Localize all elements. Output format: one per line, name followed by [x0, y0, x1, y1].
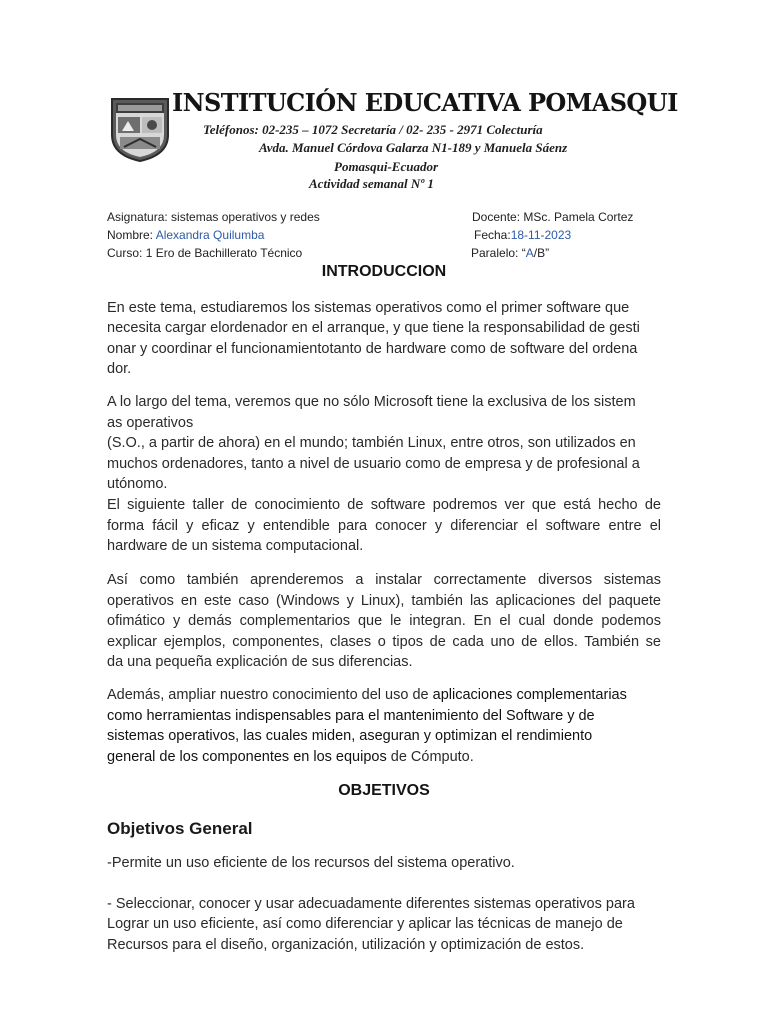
intro-heading: INTRODUCCION [321, 263, 447, 280]
city-line: Pomasqui-Ecuador [334, 159, 439, 174]
activity-line: Actividad semanal Nº 1 [309, 176, 434, 191]
intro-p5-text: Además, ampliar nuestro conocimiento del uso de [107, 687, 433, 703]
address-line: Avda. Manuel Córdova Galarza N1-189 y Manuela Sáenz [259, 140, 568, 155]
objective-item: -Permite un uso eficiente de los recursos del sistema operativo. [107, 855, 515, 871]
general-objectives-heading: Objetivos General [107, 819, 253, 838]
date-label: Fecha: [474, 228, 511, 242]
institution-title: INSTITUCIÓN EDUCATIVA POMASQUI [172, 88, 678, 117]
course-label: Curso: [107, 246, 143, 260]
intro-p2-line: A lo largo del tema, veremos que no sólo Microsoft tiene la exclusiva de los sistem [107, 394, 636, 410]
intro-p5-text: de Cómputo. [390, 749, 474, 765]
name-label: Nombre: [107, 228, 154, 242]
intro-p3-line: hardware de un sistema computacional. [107, 538, 364, 554]
phones-line: Teléfonos: 02-235 – 1072 Secretaría / 02- 235 - 2971 Colecturía [203, 122, 543, 137]
objective-item-line: Lograr un uso eficiente, así como diferenciar y aplicar las técnicas de manejo de [107, 916, 623, 932]
teacher-row [472, 210, 633, 224]
parallel-row [471, 246, 549, 260]
subject-row [107, 210, 320, 224]
intro-p2-line: muchos ordenadores, tanto a nivel de usuario como de empresa y de profesional a [107, 456, 640, 472]
teacher-label: Docente: [472, 210, 521, 224]
intro-p3-line: forma fácil y eficaz y entendible para conocer y diferenciar el software entre el [107, 518, 661, 534]
intro-p2-line: utónomo. [107, 476, 168, 492]
intro-p3-line: El siguiente taller de conocimiento de software podremos ver que está hecho de [107, 497, 661, 513]
intro-p5-text: aplicaciones complementarias [432, 687, 627, 703]
subject-value: sistemas operativos y redes [171, 210, 320, 224]
intro-p1-line: dor. [107, 361, 132, 377]
parallel-quote: “ [521, 246, 526, 260]
intro-p1-line: En este tema, estudiaremos los sistemas operativos como el primer software que [107, 300, 630, 316]
intro-p4-line: explicar ejemplos, componentes, clases o tipos de cada uno de ellos. También se [107, 634, 661, 650]
course-value: 1 Ero de Bachillerato Técnico [145, 246, 303, 260]
intro-p4-line: Así como también aprenderemos a instalar correctamente diversos sistemas [107, 572, 661, 588]
date-value: 18-11-2023 [510, 228, 572, 242]
date-row [474, 228, 571, 242]
intro-p5-text: general de los componentes en los equipos [107, 749, 391, 765]
intro-p5-line: como herramientas indispensables para el mantenimiento del Software y de [107, 708, 595, 724]
name-value: Alexandra Quilumba [155, 228, 265, 242]
intro-p5-line [107, 748, 474, 766]
intro-p1-line: necesita cargar elordenador en el arranque, y que tiene la responsabilidad de gesti [107, 320, 640, 336]
objectives-heading: OBJETIVOS [338, 782, 430, 799]
name-row [107, 228, 264, 242]
intro-p1-line: onar y coordinar el funcionamientotanto de hardware como de software del ordena [107, 341, 638, 357]
course-row [107, 246, 302, 260]
objective-item-line: Recursos para el diseño, organización, utilización y optimización de estos. [107, 937, 585, 953]
parallel-rest: /B” [533, 246, 550, 260]
objective-item-line: - Seleccionar, conocer y usar adecuadamente diferentes sistemas operativos para [107, 896, 635, 912]
intro-p4-line: da una pequeña explicación de sus diferencias. [107, 654, 413, 670]
intro-p5-line: sistemas operativos, las cuales miden, aseguran y optimizan el rendimiento [107, 728, 593, 744]
school-crest-logo [108, 95, 172, 163]
teacher-value: MSc. Pamela Cortez [523, 210, 634, 224]
intro-p4-line: ofimático y demás complementarios que le integran. En el cual donde podemos [107, 613, 661, 629]
parallel-label: Paralelo: [471, 246, 519, 260]
intro-p2-line: as operativos [107, 415, 194, 431]
subject-label: Asignatura: [107, 210, 168, 224]
parallel-a: A [525, 246, 534, 260]
intro-p4-line: operativos en este caso (Windows y Linux), también las aplicaciones del paquete [107, 593, 661, 609]
intro-p5-line [107, 686, 627, 704]
intro-p2-line: (S.O., a partir de ahora) en el mundo; también Linux, entre otros, son utilizados en [107, 435, 636, 451]
